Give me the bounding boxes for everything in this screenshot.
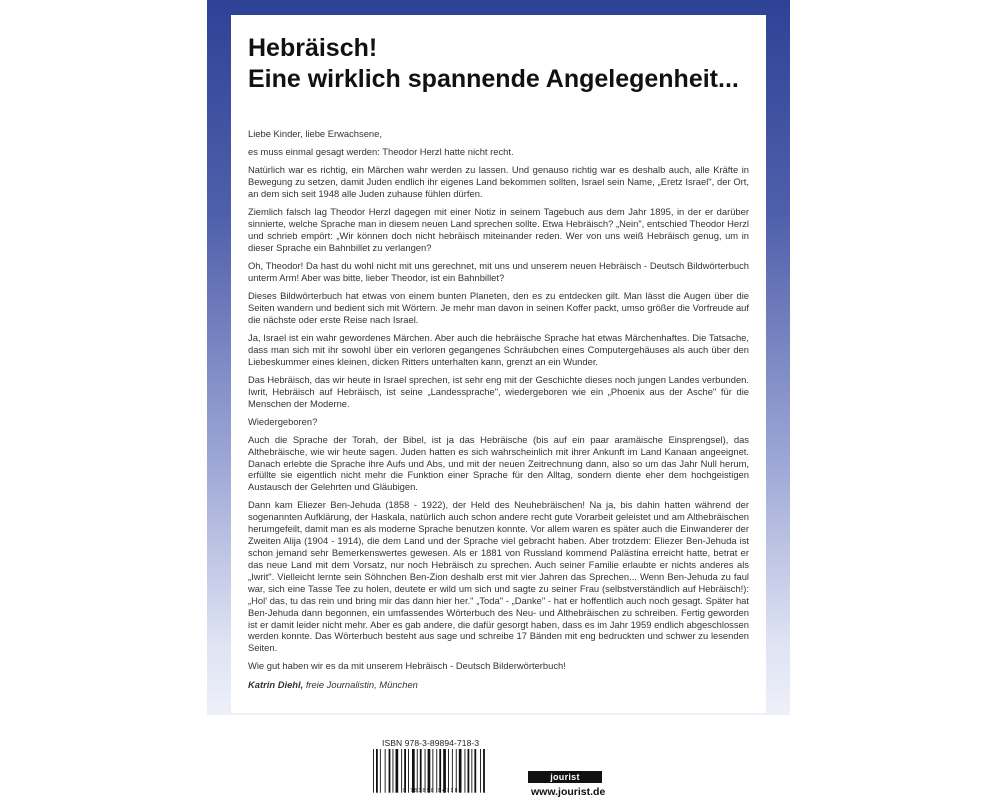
- paragraph: es muss einmal gesagt werden: Theodor Herzl hatte nicht recht.: [248, 146, 514, 158]
- barcode-digits: 9 783898 947183: [403, 788, 463, 794]
- paragraph: Dieses Bildwörterbuch hat etwas von einem bunten Planeten, den es zu entdecken gilt. Man lässt die Augen über die Seiten wandern und bedient sich mit Wörtern. Je mehr man davon in seinen Koffer packt, umso größer die Vorfreude auf die nächste oder erste Reise nach Israel.: [248, 289, 749, 325]
- paragraph: Dann kam Eliezer Ben-Jehuda (1858 - 1922), der Held des Neuhebräischen! Na ja, bis dahin hatten während der sogenannten Aufklärung, der Haskala, natürlich auch schon andere recht gute Vorarbeit geleistet und am Althebräischen herumgefeilt, damit man es als moderne Sprache benutzen konnte. Vor allem waren es später auch die Einwanderer der Zweiten Alija (1904 - 1914), die dem Land und der Sprache viel gebracht haben. Aber trotzdem: Eliezer Ben-Jehuda ist schon jemand sehr Bemerkenswertes gewesen. Als er 1881 von Russland kommend Palästina erreicht hatte, betrat er das neue Land mit dem Vorsatz, nur noch Hebräisch zu sprechen. Auch seiner Familie erlaubte er nichts anderes als „Iwrit". Vielleicht lernte sein Söhnchen Ben-Zion deshalb erst mit vier Jahren das Sprechen... Wenn Ben-Jehuda zu faul war, sich eine Tasse Tee zu holen, deutete er wild um sich und sagte zu seiner Frau (selbstverständlich auf Hebräisch!): „Hol' das, tu das rein und bring mir das dann hier her." „Toda" - „Danke" - hat er hoffentlich auch noch gesagt. Später hat Ben-Jehuda dann begonnen, ein umfassendes Wörterbuch des Neu- und Althebräischen zu schreiben. Fertig geworden ist er damit leider nicht mehr. Aber es gab andere, die dafür gesorgt haben, dass es im Jahr 1959 endlich abgeschlossen werden konnte. Das Wörterbuch besteht aus sage und schreibe 17 Bänden mit eng bedruckten und schwer zu lesenden Seiten.: [248, 499, 749, 654]
- publisher-logo: jourist: [528, 771, 602, 783]
- title-line-2: Eine wirklich spannende Angelegenheit...: [248, 65, 739, 93]
- paragraph: Auch die Sprache der Torah, der Bibel, ist ja das Hebräische (bis auf ein paar aramäische Einsprengsel), das Althebräische, wie wir heute sagen. Juden hatten es sich wahrscheinlich mit ihrer Ankunft im Land Kanaan angeeignet. Danach erlebte die Sprache ihre Aufs und Abs, und mit der neuen Zeitrechnung dann, also so um das Jahr Null herum, erfüllte sie eigentlich nicht mehr die Funktion einer Sprache für den Alltag, sondern diente eher dem hochgeistigen Austausch der Gelehrten und Gläubigen.: [248, 433, 749, 493]
- paragraph: Natürlich war es richtig, ein Märchen wahr werden zu lassen. Und genauso richtig war es deshalb auch, alle Kräfte in Bewegung zu setzen, damit Juden endlich ihr eigenes Land bekommen sollten, Israel sein Name, „Eretz Israel", der Ort, an dem sich seit 1948 alle Juden zuhause fühlen dürfen.: [248, 164, 749, 199]
- paragraph: Wiedergeboren?: [248, 415, 318, 427]
- author-name: Katrin Diehl,: [248, 678, 304, 690]
- publisher-url[interactable]: www.jourist.de: [531, 786, 606, 798]
- paragraph: Das Hebräisch, das wir heute in Israel sprechen, ist sehr eng mit der Geschichte dieses noch jungen Landes verbunden. Iwrit, Hebräisch auf Hebräisch, ist seine „Landessprache", wiedergeboren wie ein „Phoenix aus der Asche" für die Menschen der Moderne.: [248, 373, 749, 409]
- page-title: [248, 33, 768, 95]
- author-role: freie Journalistin, München: [305, 678, 418, 690]
- paragraph: Oh, Theodor! Da hast du wohl nicht mit uns gerechnet, mit uns und unserem neuen Hebräisch - Deutsch Bildwörterbuch unterm Arm! Aber was bitte, lieber Theodor, ist ein Bahnbillet?: [248, 259, 749, 283]
- body-text: [248, 128, 749, 690]
- paragraph: Ja, Israel ist ein wahr gewordenes Märchen. Aber auch die hebräische Sprache hat etwas Märchenhaftes. Die Tatsache, dass man sich mit ihr sowohl über ein verloren gegangenes Schräubchen eines Computergehäuses als auch über den Liebeskummer eines kleinen, dicken Ritters unterhalten kann, grenzt an ein Wunder.: [248, 331, 749, 367]
- signature: [248, 679, 749, 691]
- isbn-label: ISBN 978-3-89894-718-3: [382, 738, 480, 748]
- title-line-1: Hebräisch!: [248, 34, 378, 62]
- paragraph: Liebe Kinder, liebe Erwachsene,: [248, 128, 382, 139]
- paragraph: Wie gut haben wir es da mit unserem Hebräisch - Deutsch Bilderwörterbuch!: [248, 660, 566, 672]
- paragraph: Ziemlich falsch lag Theodor Herzl dagegen mit einer Notiz in seinem Tagebuch aus dem Jahr 1895, in der er darüber sinnierte, welche Sprache man in diesem neuen Land sprechen sollte. Etwa Hebräisch? „Nein", entschied Theodor Herzl und schrieb empört: „Wir können doch nicht hebräisch miteinander reden. Wer von uns weiß Hebräisch genug, um in dieser Sprache ein Bahnbillet zu verlangen?: [248, 206, 749, 253]
